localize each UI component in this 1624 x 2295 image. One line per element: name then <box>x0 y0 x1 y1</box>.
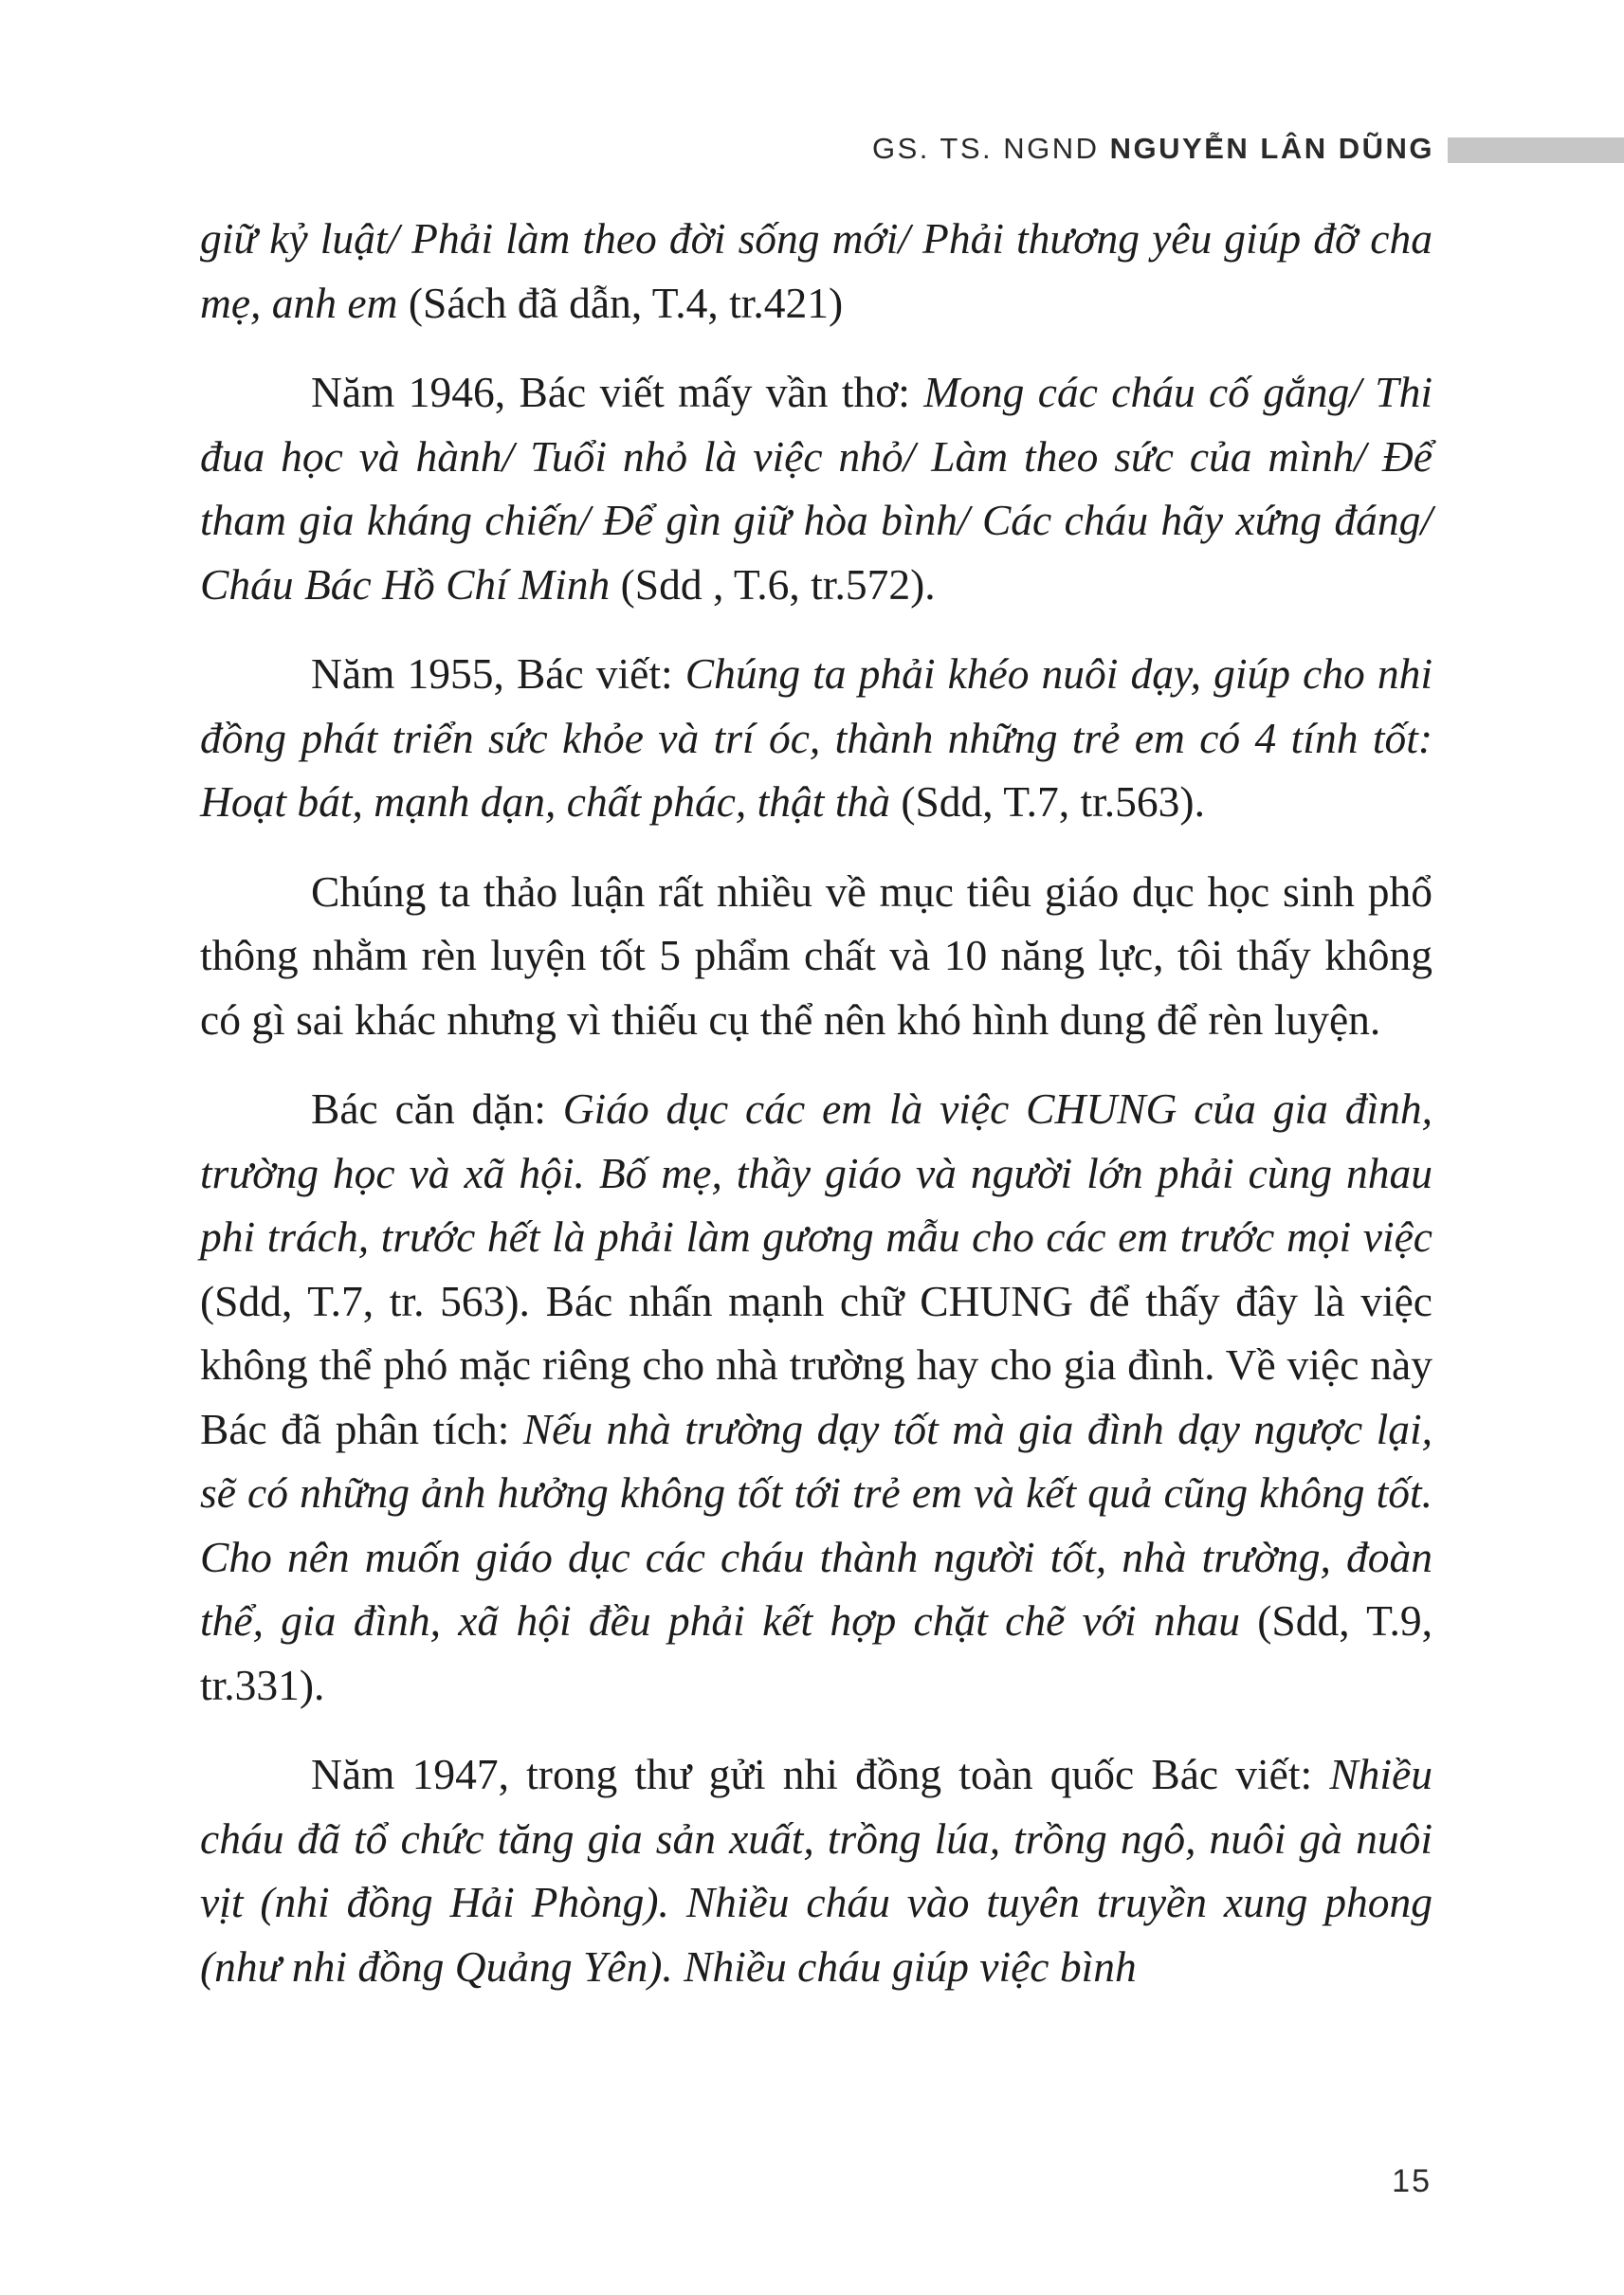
body-paragraph <box>200 860 1432 1052</box>
author-name: NGUYỄN LÂN DŨNG <box>1109 132 1434 165</box>
page-number: 15 <box>1392 2163 1432 2199</box>
body-paragraph <box>200 642 1432 834</box>
body-paragraph <box>200 207 1432 335</box>
body-text: (Sdd , T.6, tr.572). <box>610 559 936 609</box>
quote-text: Nhiều cháu đã tổ chức tăng gia sản xuất, trồng lúa, trồng ngô, nuôi gà nuôi vịt (nhi đồng Hải Phòng). Nhiều cháu vào tuyên truyền xung phong (như nhi đồng Quảng Yên). Nhiều cháu giúp việc bình <box>200 1750 1432 1991</box>
header-bar <box>1448 137 1624 163</box>
body-text: (Sách đã dẫn, T.4, tr.421) <box>397 278 844 327</box>
quote-text: giữ kỷ luật/ Phải làm theo đời sống mới/ Phải thương yêu giúp đỡ cha mẹ, anh em <box>200 214 1432 327</box>
body-text: Năm 1946, Bác viết mấy vần thơ: <box>311 368 924 416</box>
body-text: Chúng ta thảo luận rất nhiều về mục tiêu giáo dục học sinh phổ thông nhằm rèn luyện tốt 5 phẩm chất và 10 năng lực, tôi thấy không có gì sai khác nhưng vì thiếu cụ thể nên khó hình dung để rèn luyện. <box>200 866 1432 1044</box>
body-paragraph <box>200 1077 1432 1717</box>
body-text: (Sdd, T.7, tr. 563). Bác nhấn mạnh chữ CHUNG để thấy đây là việc không thể phó mặc riêng cho nhà trường hay cho gia đình. Về việc này Bác đã phân tích: <box>200 1276 1432 1453</box>
body-text: (Sdd, T.7, tr.563). <box>889 777 1205 826</box>
author-title: GS. TS. NGND <box>871 132 1110 165</box>
body-paragraph <box>200 1742 1432 1998</box>
quote-text: Giáo dục các em là việc CHUNG của gia đình, trường học và xã hội. Bố mẹ, thầy giáo và người lớn phải cùng nhau phi trách, trước hết là phải làm gương mẫu cho các em trước mọi việc <box>200 1084 1432 1261</box>
quote-text: Chúng ta phải khéo nuôi dạy, giúp cho nhi đồng phát triển sức khỏe và trí óc, thành những trẻ em có 4 tính tốt: Hoạt bát, mạnh dạn, chất phác, thật thà <box>200 649 1432 826</box>
body-paragraph <box>200 360 1432 616</box>
quote-text: Nếu nhà trường dạy tốt mà gia đình dạy ngược lại, sẽ có những ảnh hưởng không tốt tới trẻ em và kết quả cũng không tốt. Cho nên muốn giáo dục các cháu thành người tốt, nhà trường, đoàn thể, gia đình, xã hội đều phải kết hợp chặt chẽ với nhau <box>200 1404 1432 1645</box>
running-header <box>872 125 1434 173</box>
body-text: Năm 1955, Bác viết: <box>311 649 685 698</box>
text-body <box>200 207 1432 2024</box>
body-text: Năm 1947, trong thư gửi nhi đồng toàn quốc Bác viết: <box>311 1750 1330 1798</box>
body-text: Bác căn dặn: <box>311 1084 563 1133</box>
quote-text: Mong các cháu cố gắng/ Thi đua học và hành/ Tuổi nhỏ là việc nhỏ/ Làm theo sức của mình/ Để tham gia kháng chiến/ Để gìn giữ hòa bình/ Các cháu hãy xứng đáng/ Cháu Bác Hồ Chí Minh <box>200 368 1432 609</box>
body-text: (Sdd, T.9, tr.331). <box>200 1596 1432 1709</box>
